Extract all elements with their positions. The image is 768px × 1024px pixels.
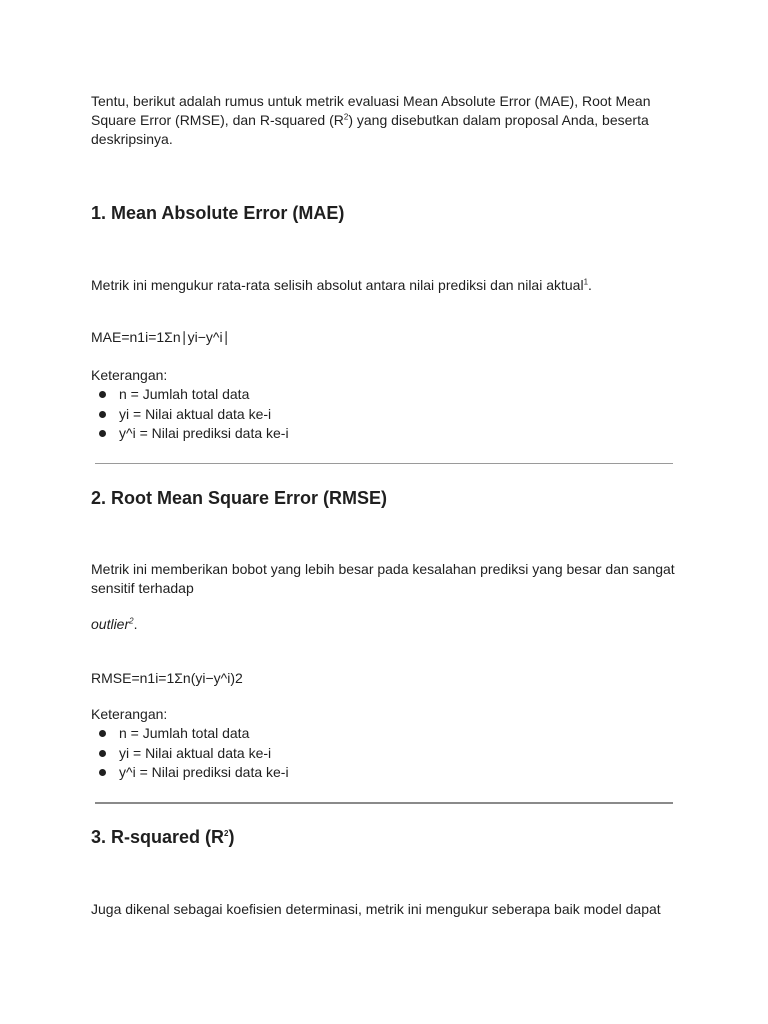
- list-item-text: y^i = Nilai prediksi data ke-i: [119, 425, 289, 441]
- intro-paragraph: [91, 92, 681, 149]
- bullet-icon: [99, 411, 106, 418]
- list-item: [91, 724, 289, 744]
- rmse-formula: RMSE=n1i=1Σn(yi−y^i)2: [91, 670, 243, 686]
- bullet-icon: [99, 730, 106, 737]
- list-item-text: yi = Nilai aktual data ke-i: [119, 744, 272, 761]
- intro-line-2: [91, 111, 681, 130]
- bullet-icon: [99, 769, 106, 776]
- mae-footnote-ref: 1: [583, 277, 589, 287]
- r-squared-superscript: 2: [224, 829, 229, 838]
- mae-description: [91, 276, 681, 295]
- mae-description-end: .: [588, 277, 592, 293]
- section-divider: [95, 463, 673, 464]
- bullet-icon: [99, 750, 106, 757]
- intro-line-2-text: Square Error (RMSE), dan R-squared (R: [91, 112, 344, 128]
- intro-line-1: Tentu, berikut adalah rumus untuk metrik evaluasi Mean Absolute Error (MAE), Root Mean: [91, 93, 651, 109]
- outlier-end: .: [133, 616, 138, 632]
- mae-keterangan-label: Keterangan:: [91, 367, 168, 383]
- r-squared-heading-text: 3. R-squared (R: [91, 827, 225, 847]
- rmse-keterangan-label: Keterangan:: [91, 706, 168, 722]
- bullet-icon: [99, 430, 106, 437]
- section-heading-rmse: 2. Root Mean Square Error (RMSE): [91, 488, 388, 508]
- list-item-text: n = Jumlah total data: [119, 386, 250, 402]
- rmse-outlier-line: [91, 615, 681, 634]
- list-item: [91, 405, 289, 425]
- list-item: [91, 424, 289, 444]
- rmse-description-line-1: Metrik ini memberikan bobot yang lebih besar pada kesalahan prediksi yang besar dan sangat: [91, 561, 675, 577]
- section-heading-mae: 1. Mean Absolute Error (MAE): [91, 203, 345, 223]
- intro-line-2-tail: ) yang disebutkan dalam proposal Anda, beserta: [348, 112, 649, 128]
- r-squared-heading-end: ): [228, 827, 235, 847]
- bullet-icon: [99, 391, 106, 398]
- rmse-description: [91, 560, 681, 598]
- intro-line-3: deskripsinya.: [91, 131, 173, 147]
- list-item: [91, 385, 289, 405]
- list-item: [91, 744, 289, 764]
- rmse-footnote-ref: 2: [129, 616, 134, 626]
- rmse-description-line-2: sensitif terhadap: [91, 580, 194, 596]
- list-item: [91, 763, 289, 783]
- mae-formula: MAE=n1i=1Σn∣yi−y^i∣: [91, 329, 230, 345]
- list-item-text: n = Jumlah total data: [119, 725, 250, 741]
- intro-superscript: 2: [343, 112, 349, 122]
- rmse-keterangan-list: [91, 724, 289, 783]
- list-item-text: y^i = Nilai prediksi data ke-i: [119, 764, 289, 780]
- r-squared-description: Juga dikenal sebagai koefisien determinasi, metrik ini mengukur seberapa baik model dapat: [91, 901, 661, 917]
- section-divider: [95, 802, 673, 804]
- mae-description-text: Metrik ini mengukur rata-rata selisih absolut antara nilai prediksi dan nilai aktual: [91, 277, 584, 293]
- list-item-text: yi = Nilai aktual data ke-i: [119, 405, 272, 422]
- outlier-word: outlier: [91, 616, 130, 632]
- mae-keterangan-list: [91, 385, 289, 444]
- section-heading-r-squared: [91, 825, 234, 849]
